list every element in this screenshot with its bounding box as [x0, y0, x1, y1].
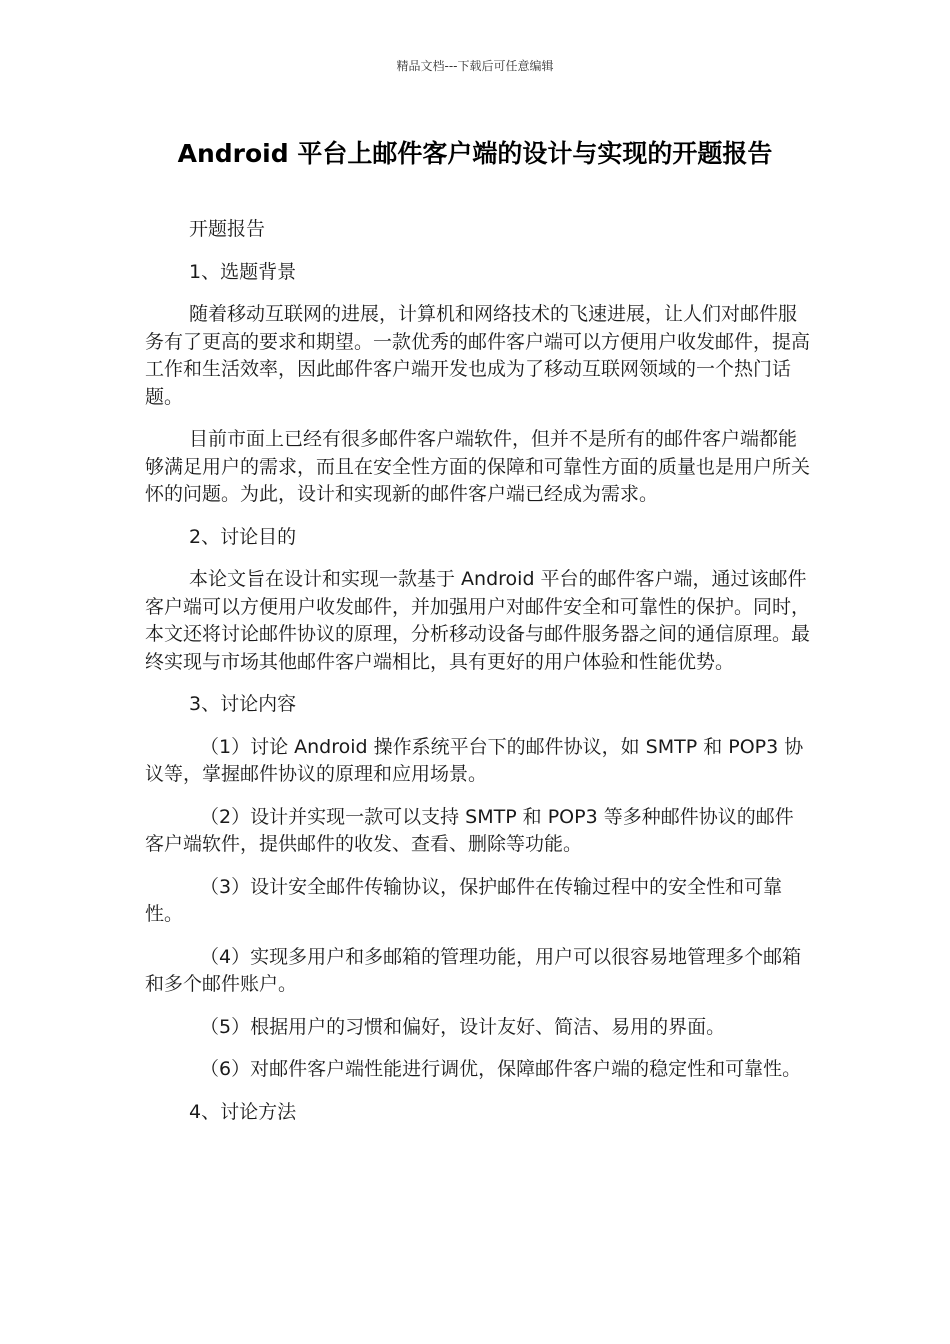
content-item-6: （6）对邮件客户端性能进行调优，保障邮件客户端的稳定性和可靠性。	[200, 1058, 802, 1080]
content-item-2: （2）设计并实现一款可以支持 SMTP 和 POP3 等多种邮件协议的邮件客户端软件，提供邮件的收发、查看、删除等功能。	[145, 805, 794, 855]
page-header-note: 精品文档---下载后可任意编辑	[396, 59, 554, 73]
content-item-3: （3）设计安全邮件传输协议，保护邮件在传输过程中的安全性和可靠性。	[145, 875, 783, 925]
section-heading-proposal: 开题报告	[189, 218, 266, 240]
section-heading-background: 1、选题背景	[189, 260, 297, 283]
paragraph-background-1: 随着移动互联网的进展，计算机和网络技术的飞速进展，让人们对邮件服务有了更高的要求和期望。一款优秀的邮件客户端可以方便用户收发邮件，提高工作和生活效率，因此邮件客户端开发也成为了移动互联网领域的一个热门话题。	[145, 303, 811, 408]
document-body	[145, 216, 810, 1141]
paragraph-background-2: 目前市面上已经有很多邮件客户端软件，但并不是所有的邮件客户端都能够满足用户的需求，而且在安全性方面的保障和可靠性方面的质量也是用户所关怀的问题。为此，设计和实现新的邮件客户端已经成为需求。	[145, 428, 811, 505]
content-item-4: （4）实现多用户和多邮箱的管理功能，用户可以很容易地管理多个邮箱和多个邮件账户。	[145, 945, 802, 995]
section-heading-content: 3、讨论内容	[189, 693, 297, 715]
content-item-1: （1）讨论 Android 操作系统平台下的邮件协议，如 SMTP 和 POP3 协议等，掌握邮件协议的原理和应用场景。	[145, 735, 804, 785]
document-title: Android 平台上邮件客户端的设计与实现的开题报告	[177, 139, 773, 168]
content-item-5: （5）根据用户的习惯和偏好，设计友好、简洁、易用的界面。	[200, 1015, 726, 1038]
section-heading-purpose: 2、讨论目的	[189, 525, 297, 548]
paragraph-purpose: 本论文旨在设计和实现一款基于 Android 平台的邮件客户端，通过该邮件客户端可以方便用户收发邮件，并加强用户对邮件安全和可靠性的保护。同时，本文还将讨论邮件协议的原理，分析移动设备与邮件服务器之间的通信原理。最终实现与市场其他邮件客户端相比，具有更好的用户体验和性能优势。	[145, 568, 811, 673]
section-heading-method: 4、讨论方法	[189, 1100, 297, 1123]
